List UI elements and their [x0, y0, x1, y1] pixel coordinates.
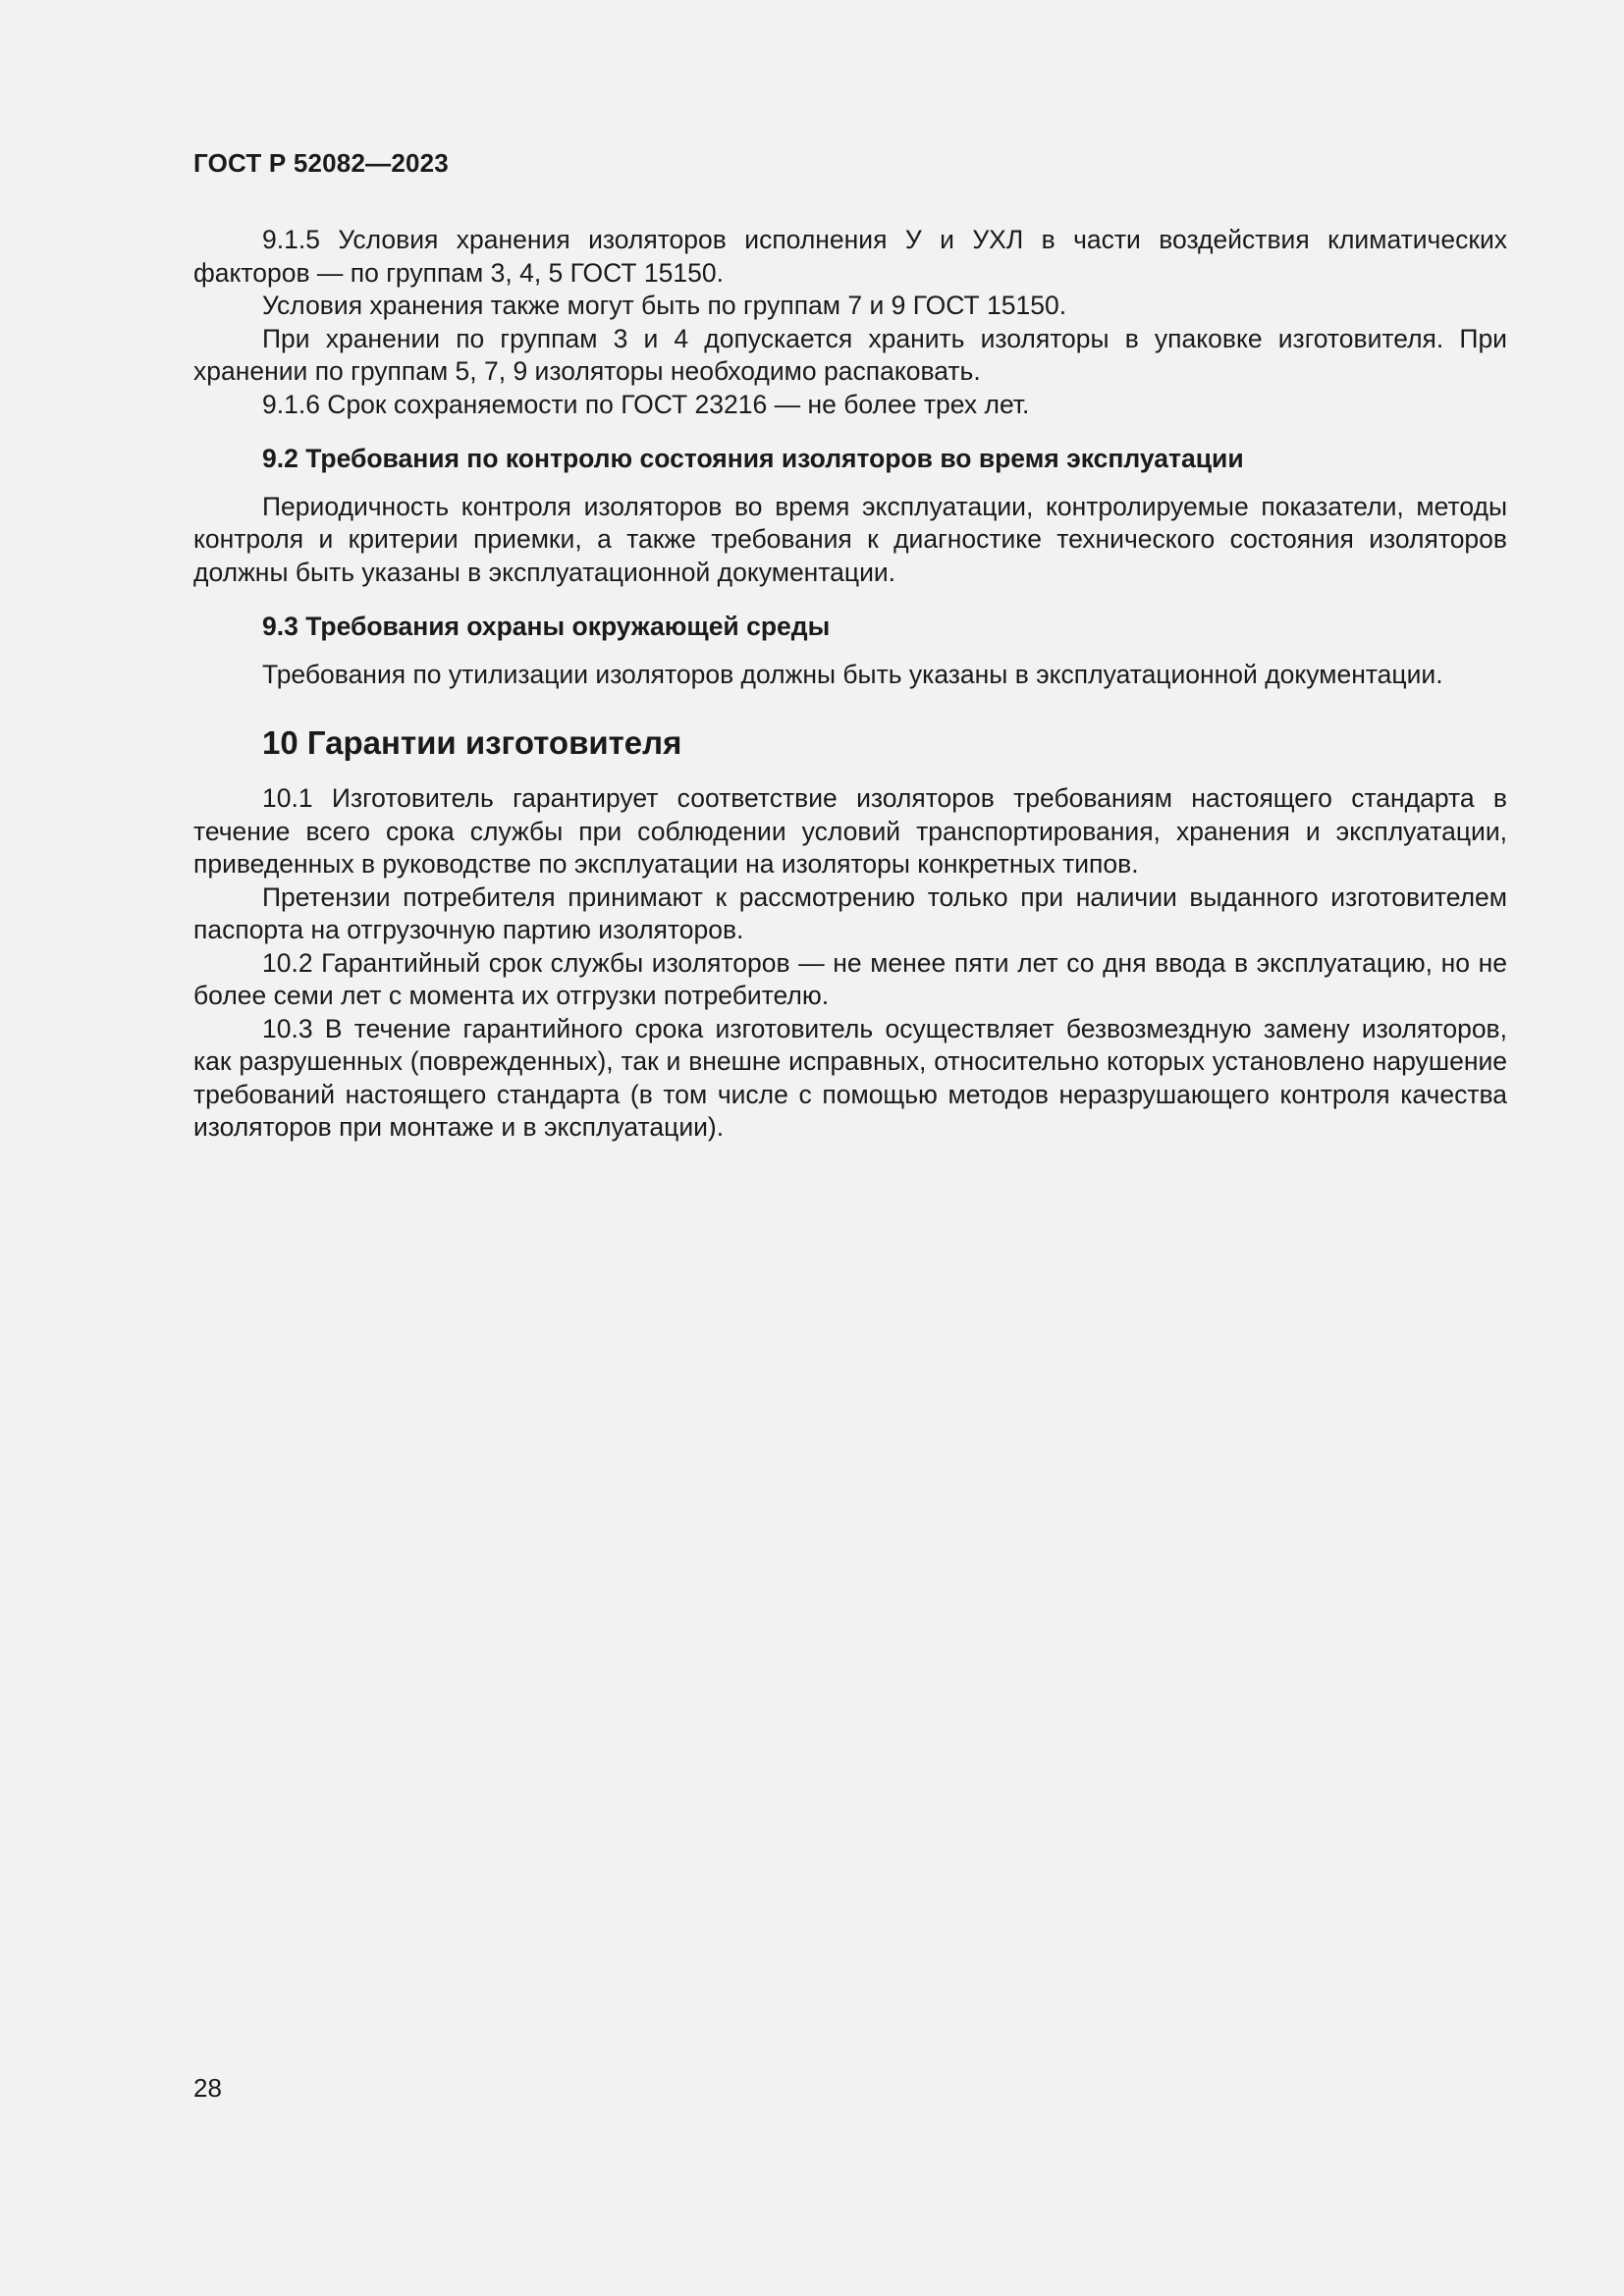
clause-10-1: 10.1 Изготовитель гарантирует соответствие изоляторов требованиям настоящего стандарта в течение всего срока службы при соблюдении условий транспортирования, хранения и эксплуатации, приведенных в руководстве по эксплуатации на изоляторы конкретных типов.	[193, 783, 1507, 879]
section-9-2-title: 9.2 Требования по контролю состояния изоляторов во время эксплуатации	[262, 444, 1244, 473]
clause-9-1-5-packaging: При хранении по группам 3 и 4 допускается хранить изоляторы в упаковке изготовителя. При хранении по группам 5, 7, 9 изоляторы необходимо распаковать.	[193, 323, 1507, 386]
clause-9-1-5-storage-groups: Условия хранения также могут быть по группам 7 и 9 ГОСТ 15150.	[262, 291, 1067, 320]
clause-9-1-5: 9.1.5 Условия хранения изоляторов исполнения У и УХЛ в части воздействия климатических факторов — по группам 3, 4, 5 ГОСТ 15150.	[193, 225, 1507, 288]
section-9-3-title: 9.3 Требования охраны окружающей среды	[262, 612, 831, 641]
clause-10-2: 10.2 Гарантийный срок службы изоляторов — не менее пяти лет со дня ввода в эксплуатацию, но не более семи лет с момента их отгрузки потребителю.	[193, 947, 1507, 1010]
clause-10-1-claims: Претензии потребителя принимают к рассмотрению только при наличии выданного изготовителем паспорта на отгрузочную партию изоляторов.	[193, 881, 1507, 944]
document-code-header: ГОСТ Р 52082—2023	[193, 148, 449, 178]
section-9-2-text: Периодичность контроля изоляторов во время эксплуатации, контролируемые показатели, методы контроля и критерии приемки, а также требования к диагностике технического состояния изоляторов должны быть указаны в эксплуатационной документации.	[193, 491, 1507, 587]
clause-10-3: 10.3 В течение гарантийного срока изготовитель осуществляет безвозмездную замену изоляторов, как разрушенных (поврежденных), так и внешне исправных, относительно которых установлено нарушение требований настоящего стандарта (в том числе с помощью методов неразрушающего контроля качества изоляторов при монтаже и в эксплуатации).	[193, 1013, 1507, 1142]
section-10-title: 10 Гарантии изготовителя	[262, 724, 682, 761]
section-9-3-text: Требования по утилизации изоляторов должны быть указаны в эксплуатационной документации.	[262, 659, 1443, 689]
page-number: 28	[193, 2073, 222, 2103]
clause-9-1-6: 9.1.6 Срок сохраняемости по ГОСТ 23216 — не более трех лет.	[262, 389, 1030, 419]
document-body	[193, 224, 1507, 1145]
